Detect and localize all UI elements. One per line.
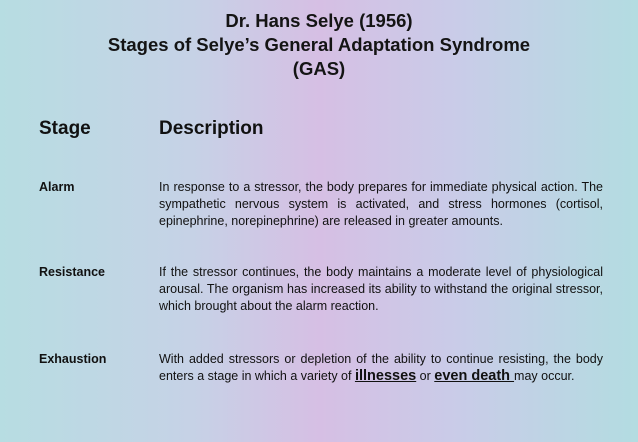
stage-name: Alarm [39,180,75,194]
stage-name: Exhaustion [39,352,107,366]
stage-name: Resistance [39,265,106,279]
title-line-author: Dr. Hans Selye (1956) [225,10,413,31]
emphasis-even-death: even death [434,368,515,385]
slide-title [0,9,638,81]
stage-description: In response to a stressor, the body prepares for immediate physical action. The sympathetic nervous system is activated, and stress hormones (cortisol, epinephrine, norepinephrine) are released in greater amounts. [159,180,603,229]
title-line-acronym: (GAS) [292,58,346,79]
header-description: Description [159,118,264,139]
table-header [39,118,599,148]
title-line-topic: Stages of Selye’s General Adaptation Syndrome [107,34,531,55]
description-text: may occur. [514,369,575,384]
description-text: or [416,369,435,384]
description-text: With added stressors or depletion of the ability to continue resisting, the body enters a stage in which a variety of [159,352,603,384]
stage-description [159,351,603,385]
header-stage: Stage [39,118,91,139]
stage-description: If the stressor continues, the body maintains a moderate level of physiological arousal. The organism has increased its ability to withstand the original stressor, which brought about the alarm reaction. [159,265,603,314]
emphasis-illnesses: illnesses [354,368,417,385]
